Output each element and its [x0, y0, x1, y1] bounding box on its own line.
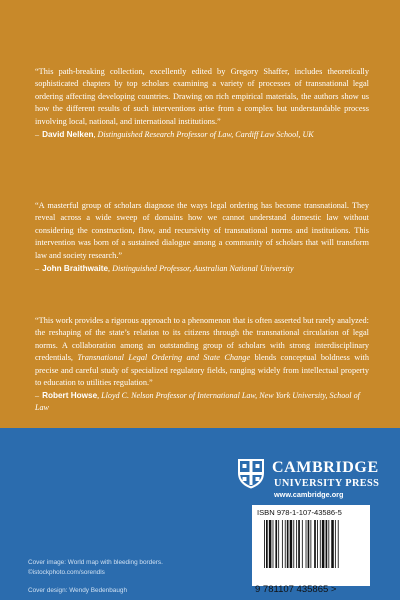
cover-design-credit: Cover design: Wendy Bedenbaugh	[28, 587, 128, 594]
quote-attribution: – John Braithwaite, Distinguished Professor, Australian National University	[35, 264, 294, 274]
endorsement-quote	[35, 315, 369, 414]
endorsement-quote	[35, 200, 369, 275]
quote-text: “This work provides a rigorous approach to a phenomenon that is often asserted but rarely analyzed: the reshaping of the state’s relation to its citizens through the transnational circulation of legal norms. A collaboration among an outstanding group of scholars with strong interdisciplinary credentials, Transnational Legal Ordering and State Change blends conceptual boldness with precise and careful study of specialized regulatory fields, ranging widely from intellectual property to education to utilities regulation.”	[35, 316, 370, 388]
quote-attribution: – Robert Howse, Lloyd C. Nelson Professor of International Law, New York University, School of Law	[35, 391, 360, 413]
quote-text: “A masterful group of scholars diagnose the ways legal ordering has become transnational. They reveal across a wide sweep of domains how we cannot understand domestic law without considering the construction, flow, and recursivity of transnational norms and institutions. This intervention was born of a sustained dialogue among a community of scholars that will transform law and society research.”	[35, 201, 369, 260]
barcode-icon	[262, 520, 362, 576]
quote-author: Robert Howse	[42, 391, 98, 401]
publisher-name: CAMBRIDGE	[272, 459, 379, 476]
endorsement-quote	[35, 66, 369, 141]
quote-attribution: – David Nelken, Distinguished Research Professor of Law, Cardiff Law School, UK	[35, 130, 314, 140]
quote-author: John Braithwaite	[42, 264, 109, 274]
quote-author: David Nelken	[42, 130, 94, 140]
isbn-label: ISBN 978-1-107-43586-5	[257, 508, 342, 517]
book-title: Transnational Legal Ordering and State Change	[77, 353, 251, 363]
publisher-url: www.cambridge.org	[274, 490, 344, 499]
quote-text: “This path-breaking collection, excellently edited by Gregory Shaffer, includes theoretically sophisticated chapters by top scholars examining a variety of processes of transnational legal ordering affecting developing countries. Drawing on rich empirical materials, the authors show us how the different results of such interventions arise from a complex but understandable process involving local, national, and international institutions.”	[35, 67, 369, 126]
university-shield-icon	[236, 458, 266, 489]
publisher-press: UNIVERSITY PRESS	[274, 478, 380, 489]
quote-author-title: Distinguished Research Professor of Law, Cardiff Law School, UK	[97, 130, 314, 140]
cover-image-credit: Cover image: World map with bleeding borders. ©istockphoto.com/sorendls	[28, 559, 163, 576]
quote-author-title: Distinguished Professor, Australian National University	[112, 264, 294, 274]
barcode-panel: ISBN 978-1-107-43586-5 9 781107 435865 >	[252, 505, 370, 586]
quote-author-title: Lloyd C. Nelson Professor of International Law, New York University, School of Law	[35, 391, 360, 413]
